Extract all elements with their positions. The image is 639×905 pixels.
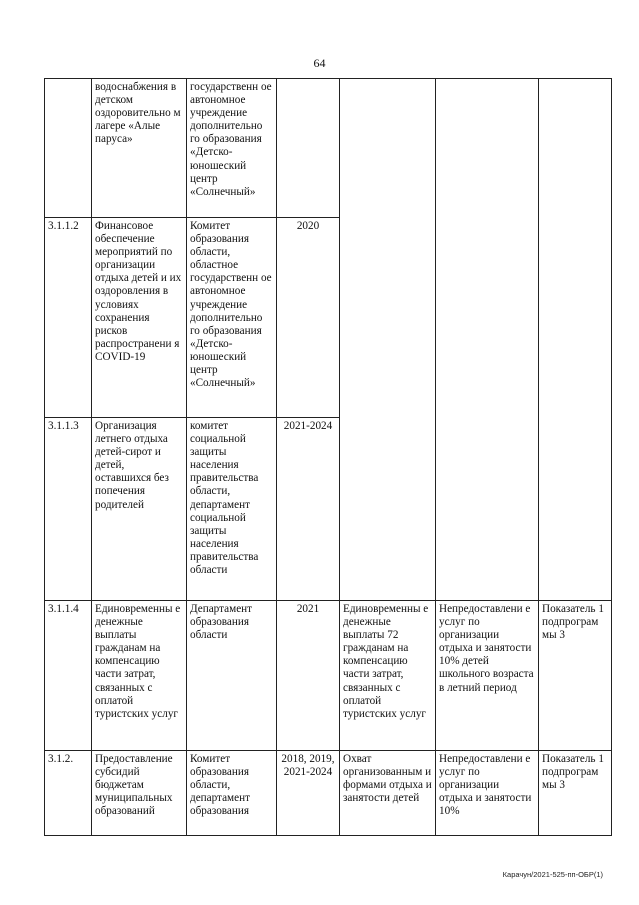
document-footer: Карачун/2021-525-пп-ОБР(1) — [502, 870, 603, 879]
row-number — [45, 79, 92, 218]
executor: Комитет образования области, департамент образования — [187, 751, 277, 836]
row-number: 3.1.2. — [45, 751, 92, 836]
period: 2021-2024 — [277, 418, 340, 601]
expected-result — [340, 79, 436, 601]
row-number: 3.1.1.3 — [45, 418, 92, 601]
expected-result: Единовременны е денежные выплаты 72 гражданам на компенсацию части затрат, связанных с оплатой туристских услуг — [340, 601, 436, 751]
executor: Комитет образования области, областное государственн ое автономное учреждение дополнительно го образования «Детско-юношеский центр «Солнечный» — [187, 218, 277, 418]
table-row — [45, 601, 612, 751]
executor: комитет социальной защиты населения правительства области, департамент социальной защиты населения правительства области — [187, 418, 277, 601]
risk: Непредоставлени е услуг по организации отдыха и занятости 10% — [436, 751, 539, 836]
period: 2020 — [277, 218, 340, 418]
program-table — [44, 78, 612, 836]
table-row — [45, 751, 612, 836]
period — [277, 79, 340, 218]
activity-name: Финансовое обеспечение мероприятий по организации отдыха детей и их оздоровления в условиях сохранения рисков распространени я COVID-19 — [92, 218, 187, 418]
indicator: Показатель 1 подпрограм мы 3 — [539, 751, 612, 836]
period: 2018, 2019, 2021-2024 — [277, 751, 340, 836]
row-number: 3.1.1.4 — [45, 601, 92, 751]
row-number: 3.1.1.2 — [45, 218, 92, 418]
executor: государственн ое автономное учреждение дополнительно го образования «Детско-юношеский центр «Солнечный» — [187, 79, 277, 218]
risk — [436, 79, 539, 601]
risk: Непредоставлени е услуг по организации отдыха и занятости 10% детей школьного возраста в летний период — [436, 601, 539, 751]
executor: Департамент образования области — [187, 601, 277, 751]
table-row — [45, 79, 612, 218]
expected-result: Охват организованным и формами отдыха и занятости детей — [340, 751, 436, 836]
indicator: Показатель 1 подпрограм мы 3 — [539, 601, 612, 751]
activity-name: Предоставление субсидий бюджетам муниципальных образований — [92, 751, 187, 836]
activity-name: водоснабжения в детском оздоровительно м лагере «Алые паруса» — [92, 79, 187, 218]
indicator — [539, 79, 612, 601]
activity-name: Единовременны е денежные выплаты гражданам на компенсацию части затрат, связанных с оплатой туристских услуг — [92, 601, 187, 751]
activity-name: Организация летнего отдыха детей-сирот и детей, оставшихся без попечения родителей — [92, 418, 187, 601]
period: 2021 — [277, 601, 340, 751]
page-number: 64 — [313, 56, 326, 70]
